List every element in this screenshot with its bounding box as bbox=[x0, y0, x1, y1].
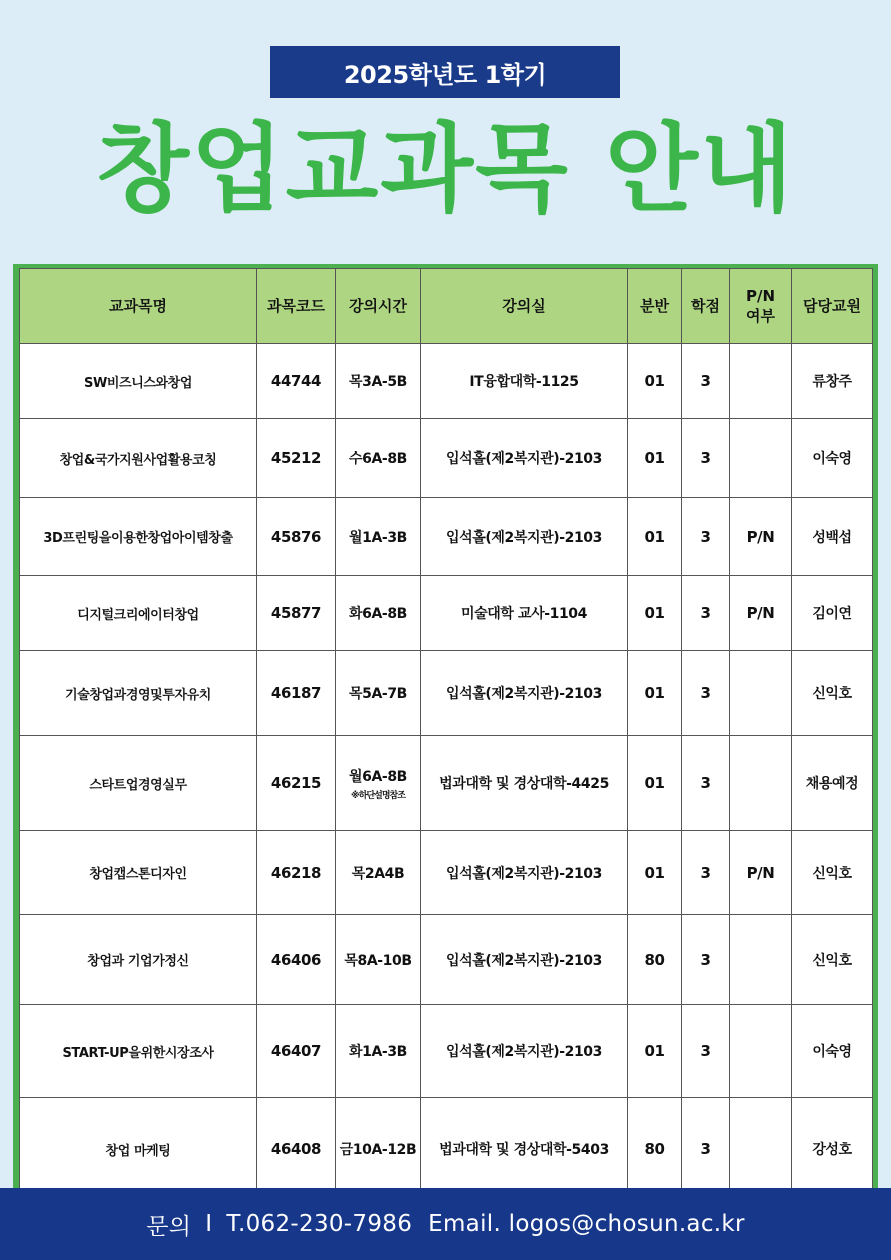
section-cell-text: 01 bbox=[644, 372, 665, 390]
section-cell bbox=[628, 1005, 682, 1098]
course-code-cell-text: 45876 bbox=[270, 527, 322, 546]
course-name-cell bbox=[20, 498, 257, 576]
course-code-cell bbox=[257, 419, 336, 498]
credit-cell-text: 3 bbox=[700, 1140, 711, 1158]
classroom-cell-text: 입석홀(제2복지관)-2103 bbox=[446, 1044, 602, 1060]
col-header-pn-label: P/N 여부 bbox=[745, 287, 776, 325]
semester-badge bbox=[270, 46, 620, 98]
pn-cell-text: P/N bbox=[746, 863, 775, 882]
pn-cell bbox=[730, 498, 792, 576]
course-code-cell-text: 46408 bbox=[270, 1140, 322, 1158]
credit-cell-text: 3 bbox=[700, 950, 711, 969]
section-cell bbox=[628, 1098, 682, 1201]
course-code-cell bbox=[257, 498, 336, 576]
pn-cell bbox=[730, 736, 792, 831]
classroom-cell bbox=[421, 651, 628, 736]
lecture-time-cell bbox=[336, 576, 421, 651]
instructor-cell-text: 김이연 bbox=[812, 606, 852, 622]
classroom-cell-text: 입석홀(제2복지관)-2103 bbox=[446, 865, 602, 882]
course-name-cell bbox=[20, 736, 257, 831]
pn-cell bbox=[730, 1005, 792, 1098]
lecture-time-note: ※하단설명참조 bbox=[351, 790, 405, 801]
instructor-cell-text: 신익호 bbox=[812, 865, 852, 882]
table-row bbox=[20, 576, 873, 651]
course-table-frame bbox=[13, 264, 878, 1204]
lecture-time-cell bbox=[336, 498, 421, 576]
pn-cell-text: P/N bbox=[746, 527, 775, 546]
course-name-cell-text: 창업&국가지원사업활용코칭 bbox=[59, 452, 217, 468]
pn-cell bbox=[730, 344, 792, 419]
credit-cell-text: 3 bbox=[700, 604, 711, 622]
lecture-time-cell-text: 화6A-8B bbox=[349, 606, 407, 622]
course-code-cell bbox=[257, 344, 336, 419]
section-cell-text: 01 bbox=[644, 1042, 665, 1060]
lecture-time-cell-text: 금10A-12B bbox=[339, 1142, 417, 1158]
course-name-cell-text: 디지털크리에이터창업 bbox=[77, 607, 199, 623]
credit-cell-text: 3 bbox=[700, 684, 711, 702]
col-header-classroom: 강의실 bbox=[421, 269, 628, 344]
credit-cell bbox=[682, 831, 730, 915]
course-name-cell-text: 3D프린팅을이용한창업아이템창출 bbox=[43, 531, 233, 546]
instructor-cell bbox=[792, 576, 873, 651]
lecture-time-cell-text: 월6A-8B bbox=[349, 768, 407, 785]
col-header-section: 분반 bbox=[628, 269, 682, 344]
lecture-time-cell bbox=[336, 344, 421, 419]
lecture-time-cell-text: 목5A-7B bbox=[349, 686, 407, 702]
course-name-cell-text: SW비즈니스와창업 bbox=[83, 375, 192, 391]
course-code-cell bbox=[257, 831, 336, 915]
table-row bbox=[20, 651, 873, 736]
lecture-time-cell bbox=[336, 915, 421, 1005]
credit-cell bbox=[682, 1098, 730, 1201]
section-cell bbox=[628, 915, 682, 1005]
course-name-cell bbox=[20, 831, 257, 915]
section-cell bbox=[628, 576, 682, 651]
credit-cell-text: 3 bbox=[700, 527, 711, 546]
instructor-cell-text: 신익호 bbox=[812, 952, 852, 969]
instructor-cell bbox=[792, 1005, 873, 1098]
instructor-cell-text: 채용예정 bbox=[805, 776, 859, 792]
credit-cell-text: 3 bbox=[700, 372, 711, 390]
section-cell bbox=[628, 344, 682, 419]
classroom-cell bbox=[421, 576, 628, 651]
course-name-cell-text: 창업 마케팅 bbox=[105, 1143, 171, 1159]
course-name-cell bbox=[20, 651, 257, 736]
classroom-cell bbox=[421, 498, 628, 576]
classroom-cell-text: 법과대학 및 경상대학-4425 bbox=[439, 776, 609, 792]
table-row bbox=[20, 1005, 873, 1098]
instructor-cell-text: 류창주 bbox=[812, 374, 852, 390]
instructor-cell bbox=[792, 498, 873, 576]
classroom-cell-text: 법과대학 및 경상대학-5403 bbox=[439, 1142, 609, 1158]
credit-cell bbox=[682, 419, 730, 498]
instructor-cell bbox=[792, 651, 873, 736]
course-code-cell-text: 46218 bbox=[270, 863, 322, 882]
credit-cell bbox=[682, 344, 730, 419]
course-code-cell bbox=[257, 576, 336, 651]
section-cell bbox=[628, 419, 682, 498]
contact-separator: I bbox=[205, 1211, 213, 1237]
pn-cell bbox=[730, 576, 792, 651]
course-name-cell bbox=[20, 1098, 257, 1201]
classroom-cell bbox=[421, 419, 628, 498]
instructor-cell bbox=[792, 915, 873, 1005]
lecture-time-cell bbox=[336, 419, 421, 498]
instructor-cell bbox=[792, 736, 873, 831]
section-cell-text: 80 bbox=[644, 950, 665, 969]
table-row bbox=[20, 915, 873, 1005]
pn-cell bbox=[730, 651, 792, 736]
instructor-cell bbox=[792, 831, 873, 915]
credit-cell-text: 3 bbox=[700, 863, 711, 882]
credit-cell bbox=[682, 1005, 730, 1098]
lecture-time-cell-text: 화1A-3B bbox=[349, 1044, 407, 1060]
course-code-cell bbox=[257, 651, 336, 736]
contact-label: 문의 bbox=[146, 1213, 192, 1240]
course-code-cell-text: 46406 bbox=[270, 950, 322, 969]
lecture-time-cell-text: 수6A-8B bbox=[349, 451, 407, 467]
course-name-cell bbox=[20, 344, 257, 419]
pn-cell bbox=[730, 915, 792, 1005]
instructor-cell-text: 이숙영 bbox=[812, 1044, 852, 1060]
section-cell bbox=[628, 498, 682, 576]
section-cell-text: 01 bbox=[644, 774, 665, 792]
course-name-cell-text: START-UP을위한시장조사 bbox=[62, 1045, 214, 1061]
section-cell-text: 01 bbox=[644, 684, 665, 702]
lecture-time-cell-text: 목3A-5B bbox=[349, 374, 407, 390]
col-header-credit: 학점 bbox=[682, 269, 730, 344]
classroom-cell bbox=[421, 915, 628, 1005]
credit-cell bbox=[682, 651, 730, 736]
lecture-time-cell-text: 월1A-3B bbox=[349, 529, 407, 546]
course-name-cell-text: 창업캡스톤디자인 bbox=[89, 867, 187, 882]
table-header-row bbox=[20, 269, 873, 344]
course-code-cell bbox=[257, 915, 336, 1005]
credit-cell-text: 3 bbox=[700, 449, 711, 467]
lecture-time-cell bbox=[336, 1005, 421, 1098]
lecture-time-cell bbox=[336, 831, 421, 915]
credit-cell-text: 3 bbox=[700, 1042, 711, 1060]
course-code-cell bbox=[257, 1005, 336, 1098]
credit-cell bbox=[682, 576, 730, 651]
instructor-cell bbox=[792, 344, 873, 419]
section-cell-text: 01 bbox=[644, 604, 665, 622]
classroom-cell bbox=[421, 1098, 628, 1201]
table-row bbox=[20, 498, 873, 576]
col-header-course-code: 과목코드 bbox=[257, 269, 336, 344]
course-name-cell bbox=[20, 576, 257, 651]
lecture-time-cell bbox=[336, 1098, 421, 1201]
course-table bbox=[19, 268, 873, 1201]
pn-cell-text: P/N bbox=[746, 604, 775, 622]
course-code-cell-text: 44744 bbox=[270, 372, 322, 390]
col-header-instructor: 담당교원 bbox=[792, 269, 873, 344]
course-code-cell-text: 45212 bbox=[270, 449, 322, 467]
course-code-cell-text: 46215 bbox=[270, 774, 322, 792]
credit-cell bbox=[682, 915, 730, 1005]
section-cell-text: 01 bbox=[644, 527, 665, 546]
pn-cell bbox=[730, 831, 792, 915]
course-code-cell bbox=[257, 1098, 336, 1201]
classroom-cell-text: 입석홀(제2복지관)-2103 bbox=[446, 451, 602, 467]
section-cell-text: 01 bbox=[644, 863, 665, 882]
semester-label: 2025학년도 1학기 bbox=[343, 60, 547, 89]
instructor-cell bbox=[792, 419, 873, 498]
course-code-cell-text: 46187 bbox=[270, 684, 322, 702]
lecture-time-cell bbox=[336, 736, 421, 831]
course-name-cell-text: 스타트업경영실무 bbox=[89, 777, 187, 793]
course-name-cell-text: 기술창업과경영및투자유치 bbox=[65, 687, 211, 703]
classroom-cell-text: 입석홀(제2복지관)-2103 bbox=[446, 529, 602, 546]
instructor-cell-text: 성백섭 bbox=[812, 529, 852, 546]
table-row bbox=[20, 419, 873, 498]
classroom-cell bbox=[421, 1005, 628, 1098]
classroom-cell-text: 입석홀(제2복지관)-2103 bbox=[446, 952, 602, 969]
col-header-pn bbox=[730, 269, 792, 344]
instructor-cell-text: 신익호 bbox=[812, 686, 852, 702]
table-row bbox=[20, 1098, 873, 1201]
section-cell-text: 80 bbox=[644, 1140, 665, 1158]
classroom-cell-text: IT융합대학-1125 bbox=[469, 374, 579, 390]
instructor-cell bbox=[792, 1098, 873, 1201]
contact-email[interactable]: Email. logos@chosun.ac.kr bbox=[428, 1211, 745, 1237]
classroom-cell-text: 미술대학 교사-1104 bbox=[461, 606, 587, 622]
course-name-cell bbox=[20, 1005, 257, 1098]
page-title: 창업교과목 안내 bbox=[96, 113, 795, 225]
instructor-cell-text: 강성호 bbox=[812, 1142, 852, 1158]
pn-cell bbox=[730, 1098, 792, 1201]
table-row bbox=[20, 736, 873, 831]
table-row bbox=[20, 344, 873, 419]
lecture-time-cell-text: 목8A-10B bbox=[344, 952, 412, 969]
section-cell bbox=[628, 651, 682, 736]
classroom-cell bbox=[421, 344, 628, 419]
section-cell bbox=[628, 736, 682, 831]
lecture-time-cell bbox=[336, 651, 421, 736]
section-cell-text: 01 bbox=[644, 449, 665, 467]
col-header-lecture-time: 강의시간 bbox=[336, 269, 421, 344]
classroom-cell bbox=[421, 736, 628, 831]
course-name-cell-text: 창업과 기업가정신 bbox=[87, 954, 189, 969]
section-cell bbox=[628, 831, 682, 915]
col-header-course-name: 교과목명 bbox=[20, 269, 257, 344]
classroom-cell bbox=[421, 831, 628, 915]
credit-cell bbox=[682, 736, 730, 831]
table-row bbox=[20, 831, 873, 915]
course-code-cell-text: 46407 bbox=[270, 1042, 322, 1060]
contact-footer bbox=[0, 1188, 891, 1260]
course-name-cell bbox=[20, 419, 257, 498]
lecture-time-cell-text: 목2A4B bbox=[351, 865, 405, 882]
pn-cell bbox=[730, 419, 792, 498]
contact-phone: T.062-230-7986 bbox=[226, 1211, 413, 1237]
credit-cell-text: 3 bbox=[700, 774, 711, 792]
course-code-cell-text: 45877 bbox=[270, 604, 322, 622]
classroom-cell-text: 입석홀(제2복지관)-2103 bbox=[446, 686, 602, 702]
instructor-cell-text: 이숙영 bbox=[812, 451, 852, 467]
course-code-cell bbox=[257, 736, 336, 831]
course-name-cell bbox=[20, 915, 257, 1005]
credit-cell bbox=[682, 498, 730, 576]
